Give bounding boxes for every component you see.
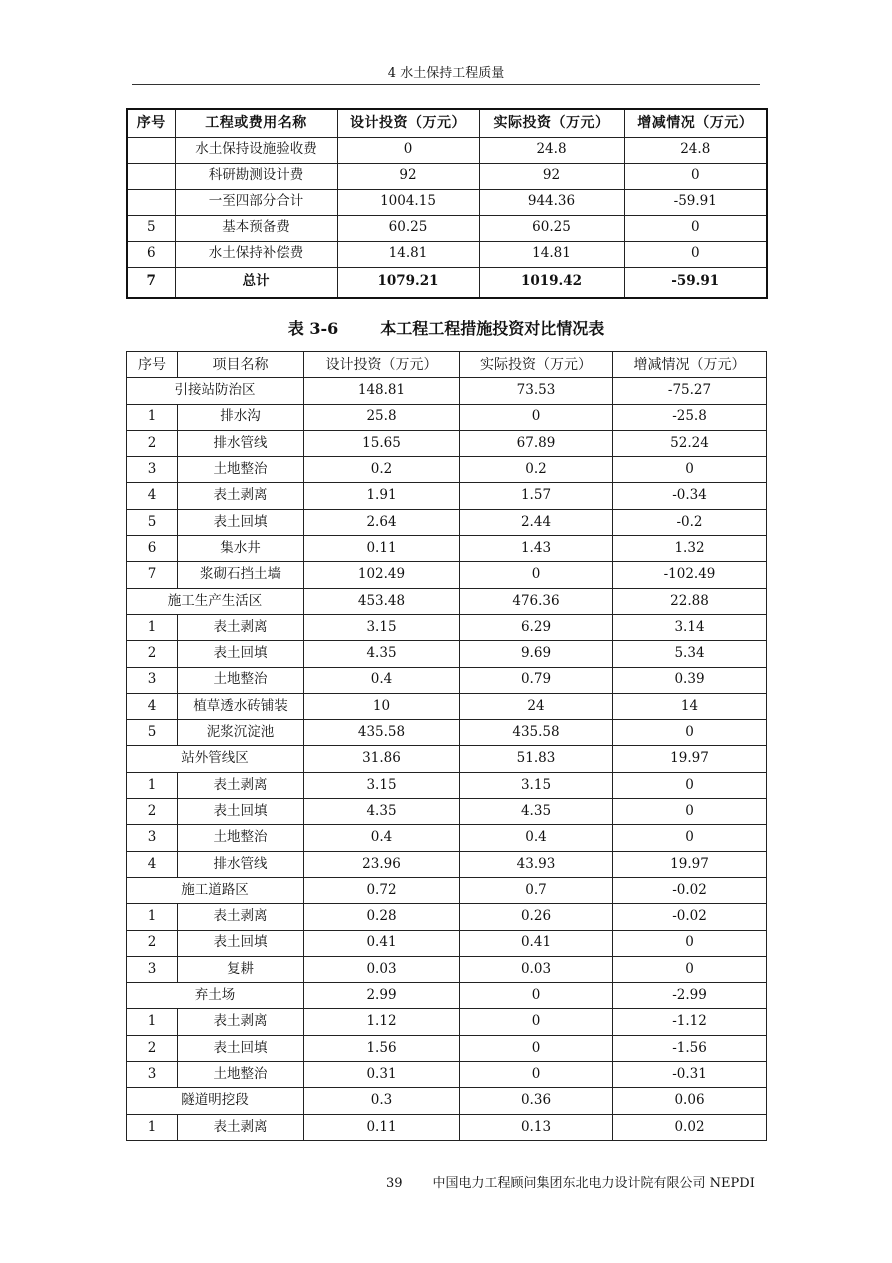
group-name-cell: 引接站防治区 [127,378,304,404]
table-cell: 22.88 [613,588,767,614]
table-cell: 0.03 [304,956,460,982]
table-cell: 表土剥离 [178,1009,304,1035]
table-cell: 表土剥离 [178,1114,304,1140]
table-cell: 表土剥离 [178,614,304,640]
table-cell: 0.13 [460,1114,613,1140]
table-cell: 1 [127,904,178,930]
table-cell: 14.81 [479,241,624,267]
table-cell: 0 [613,799,767,825]
table-cell: 24 [460,693,613,719]
table-cell: 0 [460,1009,613,1035]
table-row [127,457,767,483]
table-cell: 土地整治 [178,457,304,483]
table-cell: 排水沟 [178,404,304,430]
table-cell: 0 [460,983,613,1009]
table-row [127,1114,767,1140]
table-cell: 1 [127,772,178,798]
table-cell: -102.49 [613,562,767,588]
group-row [127,378,767,404]
table-cell: 0 [624,163,767,189]
table-cell: 4.35 [304,799,460,825]
table-cell: 0.79 [460,667,613,693]
table-cell: 0.31 [304,1062,460,1088]
table-cell: 表土剥离 [178,772,304,798]
table-cell: 集水井 [178,536,304,562]
table-row [127,930,767,956]
table-cell: 3 [127,457,178,483]
table-cell: 7 [127,562,178,588]
table-cell: 4.35 [460,799,613,825]
table-row [127,163,767,189]
column-header: 实际投资（万元） [479,109,624,137]
table-cell: 一至四部分合计 [175,189,337,215]
page-number: 39 [386,1176,403,1191]
table-cell: 植草透水砖铺装 [178,693,304,719]
table-cell: 1.12 [304,1009,460,1035]
table-cell: 4 [127,693,178,719]
table-row [127,1062,767,1088]
table-row [127,693,767,719]
table-cell: 6.29 [460,614,613,640]
table-cell: 0.4 [460,825,613,851]
table-row [127,267,767,298]
table-cell: 5.34 [613,641,767,667]
engineering-measures-table [126,351,767,1141]
table-cell: 4.35 [304,641,460,667]
column-header: 增减情况（万元） [624,109,767,137]
table-cell: 1.32 [613,536,767,562]
table-row [127,956,767,982]
table-cell: 43.93 [460,851,613,877]
table-cell: 92 [479,163,624,189]
table-cell: 1.91 [304,483,460,509]
table-cell [127,189,175,215]
table-header-row [127,352,767,378]
page-footer [386,1172,755,1191]
table-cell: 表土回填 [178,509,304,535]
table-row [127,562,767,588]
table-cell: 5 [127,509,178,535]
table-cell: 2 [127,1035,178,1061]
footer-organization: 中国电力工程顾问集团东北电力设计院有限公司 NEPDI [432,1176,755,1191]
table-cell: 0 [460,1062,613,1088]
table-cell: 1 [127,404,178,430]
table-cell: 51.83 [460,746,613,772]
table-cell: 表土回填 [178,930,304,956]
table-cell: 0.72 [304,877,460,903]
table-cell: 0.26 [460,904,613,930]
table-cell: 0.11 [304,1114,460,1140]
table-cell: -0.02 [613,877,767,903]
table-cell: 0.02 [613,1114,767,1140]
table-cell: 10 [304,693,460,719]
table-row [127,904,767,930]
table-cell: 9.69 [460,641,613,667]
table-cell: 102.49 [304,562,460,588]
column-header: 增减情况（万元） [613,352,767,378]
table-cell: 0 [613,930,767,956]
table-cell: 24.8 [624,137,767,163]
table-cell: 0.4 [304,825,460,851]
table-cell: 453.48 [304,588,460,614]
table-cell: -0.31 [613,1062,767,1088]
table-cell: 3.15 [304,772,460,798]
table-row [127,509,767,535]
table-cell: 60.25 [337,215,479,241]
table-cell: 0 [613,825,767,851]
table-cell: 0 [613,720,767,746]
column-header: 工程或费用名称 [175,109,337,137]
table-cell: 表土回填 [178,641,304,667]
table-cell: 435.58 [460,720,613,746]
table-cell: 0 [624,215,767,241]
table-cell: 0 [460,562,613,588]
table-cell: 944.36 [479,189,624,215]
table-cell: 0 [613,772,767,798]
investment-summary-table [126,108,768,299]
table-cell: 25.8 [304,404,460,430]
table-cell: 科研勘测设计费 [175,163,337,189]
table-cell: 0 [460,1035,613,1061]
table-cell: 73.53 [460,378,613,404]
table-cell: 0.4 [304,667,460,693]
table-cell: 1 [127,1114,178,1140]
column-header: 设计投资（万元） [304,352,460,378]
table-cell: 1004.15 [337,189,479,215]
table-cell: 15.65 [304,430,460,456]
table-header-row [127,109,767,137]
table-row [127,189,767,215]
table-row [127,851,767,877]
table-cell: 0.28 [304,904,460,930]
table-cell: 水土保持补偿费 [175,241,337,267]
table-cell: 3 [127,825,178,851]
table-cell: 3.15 [304,614,460,640]
table-cell: 0.11 [304,536,460,562]
table-cell: 3 [127,956,178,982]
table-cell: 476.36 [460,588,613,614]
table-row [127,825,767,851]
table-row [127,799,767,825]
group-name-cell: 隧道明挖段 [127,1088,304,1114]
table-cell: 1.57 [460,483,613,509]
table-cell: 0.41 [460,930,613,956]
table-cell: -2.99 [613,983,767,1009]
table-cell: 3 [127,1062,178,1088]
table-cell: 复耕 [178,956,304,982]
table-cell: 0 [624,241,767,267]
group-row [127,877,767,903]
table-cell: 148.81 [304,378,460,404]
table-cell: 0.3 [304,1088,460,1114]
table-cell: 19.97 [613,851,767,877]
table-row [127,483,767,509]
table-cell: 23.96 [304,851,460,877]
table-cell [127,137,175,163]
column-header: 设计投资（万元） [337,109,479,137]
table-cell: 1019.42 [479,267,624,298]
table-cell: 浆砌石挡土墙 [178,562,304,588]
table-cell: 14.81 [337,241,479,267]
table-cell: -25.8 [613,404,767,430]
table-cell: 19.97 [613,746,767,772]
table-row [127,404,767,430]
table-cell: 1079.21 [337,267,479,298]
table-cell: 0.7 [460,877,613,903]
table-caption [126,316,766,339]
table-cell: 6 [127,536,178,562]
table-cell: 2 [127,799,178,825]
table-cell: 表土回填 [178,1035,304,1061]
running-header: 4 水土保持工程质量 [387,66,505,81]
column-header: 序号 [127,109,175,137]
table-row [127,1009,767,1035]
table-cell: 1.56 [304,1035,460,1061]
table-cell: 水土保持设施验收费 [175,137,337,163]
table-row [127,720,767,746]
table-title: 本工程工程措施投资对比情况表 [380,319,605,338]
table-cell: 52.24 [613,430,767,456]
table-cell: 0.36 [460,1088,613,1114]
table-cell: 3.14 [613,614,767,640]
table-cell: 排水管线 [178,851,304,877]
table-row [127,772,767,798]
table-cell: 2 [127,930,178,956]
table-cell: 0.06 [613,1088,767,1114]
table-cell: 0.2 [460,457,613,483]
table-cell: 7 [127,267,175,298]
table-cell: 总计 [175,267,337,298]
table-row [127,641,767,667]
table-cell: 1.43 [460,536,613,562]
table-cell: 2.44 [460,509,613,535]
group-row [127,588,767,614]
table-cell: 0 [613,457,767,483]
table-cell: -75.27 [613,378,767,404]
table-cell: 土地整治 [178,1062,304,1088]
table-cell: 3.15 [460,772,613,798]
table-cell: -59.91 [624,267,767,298]
table-cell: -0.2 [613,509,767,535]
table-cell: 表土剥离 [178,483,304,509]
table-cell: 0 [613,956,767,982]
table-cell: -1.56 [613,1035,767,1061]
column-header: 实际投资（万元） [460,352,613,378]
table-cell: 表土剥离 [178,904,304,930]
table-cell: 67.89 [460,430,613,456]
group-name-cell: 站外管线区 [127,746,304,772]
table-cell: -0.34 [613,483,767,509]
table-row [127,1035,767,1061]
table-cell: 14 [613,693,767,719]
table-cell: 1 [127,1009,178,1035]
group-name-cell: 施工生产生活区 [127,588,304,614]
table-cell: 5 [127,720,178,746]
table-cell: 0 [337,137,479,163]
group-name-cell: 弃土场 [127,983,304,1009]
table-row [127,667,767,693]
group-name-cell: 施工道路区 [127,877,304,903]
table-row [127,241,767,267]
table-row [127,137,767,163]
table-cell: 表土回填 [178,799,304,825]
table-cell: 排水管线 [178,430,304,456]
table-cell: 435.58 [304,720,460,746]
table-cell: 土地整治 [178,825,304,851]
table-cell: 2.99 [304,983,460,1009]
table-cell: 0 [460,404,613,430]
header-divider [132,84,760,85]
table-cell: -59.91 [624,189,767,215]
table-cell: 2 [127,641,178,667]
table-cell: 5 [127,215,175,241]
table-cell: 2.64 [304,509,460,535]
table-number: 表 3-6 [287,319,339,338]
table-cell: 4 [127,851,178,877]
table-row [127,430,767,456]
table-cell: 24.8 [479,137,624,163]
table-cell: 1 [127,614,178,640]
table-cell: -1.12 [613,1009,767,1035]
table-cell: 4 [127,483,178,509]
table-cell: 0.39 [613,667,767,693]
table-cell: 0.2 [304,457,460,483]
table-cell: 0.41 [304,930,460,956]
table-cell [127,163,175,189]
table-row [127,536,767,562]
table-row [127,614,767,640]
group-row [127,983,767,1009]
column-header: 项目名称 [178,352,304,378]
table-cell: 6 [127,241,175,267]
table-cell: 92 [337,163,479,189]
table-cell: 31.86 [304,746,460,772]
table-cell: 3 [127,667,178,693]
table-cell: 0.03 [460,956,613,982]
column-header: 序号 [127,352,178,378]
table-cell: 2 [127,430,178,456]
table-cell: 土地整治 [178,667,304,693]
group-row [127,746,767,772]
group-row [127,1088,767,1114]
table-cell: 基本预备费 [175,215,337,241]
table-cell: -0.02 [613,904,767,930]
table-row [127,215,767,241]
table-cell: 泥浆沉淀池 [178,720,304,746]
table-cell: 60.25 [479,215,624,241]
